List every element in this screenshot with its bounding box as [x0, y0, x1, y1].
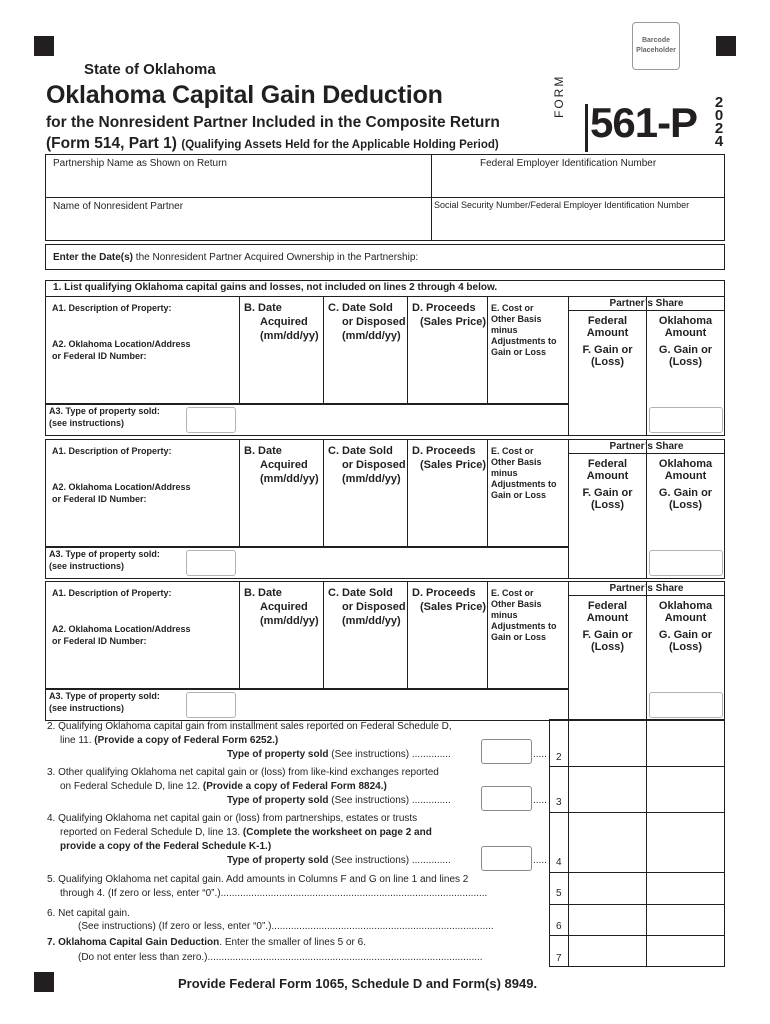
line-4-text-a: 4. Qualifying Oklahoma net capital gain or (loss) from partnerships, estates or trusts: [47, 813, 418, 824]
line-1-label: 1. List qualifying Oklahoma capital gains and losses, not included on lines 2 through 4 below.: [53, 282, 498, 293]
a2-label: A2. Oklahoma Location/Address or Federal ID Number:: [52, 482, 191, 504]
line-3-text-a: 3. Other qualifying Oklahoma net capital gain or (loss) from like-kind exchanges reported: [47, 767, 439, 778]
col-c-header: C. Date Sold or Disposed (mm/dd/yy): [328, 302, 406, 342]
line-3-oklahoma-amount[interactable]: [646, 766, 725, 813]
col-e-header: E. Cost or Other Basis minus Adjustments to Gain or Loss: [491, 303, 557, 357]
line-4-text-b: reported on Federal Schedule D, line 13. (Complete the worksheet on page 2 and: [60, 827, 432, 838]
col-d-header: D. Proceeds (Sales Price): [412, 445, 487, 471]
col-b-header: B. Date Acquired (mm/dd/yy): [244, 587, 319, 627]
line-7-text-a: 7. Oklahoma Capital Gain Deduction. Enter the smaller of lines 5 or 6.: [47, 937, 366, 948]
col-c-header: C. Date Sold or Disposed (mm/dd/yy): [328, 587, 406, 627]
line-6-oklahoma-amount[interactable]: [646, 904, 725, 936]
line-2-text-a: 2. Qualifying Oklahoma capital gain from installment sales reported on Federal Schedule D,: [47, 721, 452, 732]
registration-mark-top-left: [34, 36, 54, 56]
col-b-header: B. Date Acquired (mm/dd/yy): [244, 302, 319, 342]
line-6-text-a: 6. Net capital gain.: [47, 908, 130, 919]
federal-amount-header: Federal Amount F. Gain or (Loss): [582, 458, 633, 511]
tax-year: 2 0 2 4: [714, 94, 724, 150]
line-4-number: 4: [556, 857, 562, 868]
a1-label: A1. Description of Property:: [52, 588, 172, 598]
a2-label: A2. Oklahoma Location/Address or Federal ID Number:: [52, 339, 191, 361]
form-number: 561-P: [590, 99, 698, 146]
line-4-type-label: Type of property sold (See instructions) ..............: [227, 855, 451, 866]
property-2-type-input[interactable]: [186, 550, 236, 576]
line-7-text-b: (Do not enter less than zero.)...................................................................................................: [78, 952, 483, 963]
oklahoma-amount-header: Oklahoma Amount G. Gain or (Loss): [658, 600, 713, 653]
line-4-dots: .....: [533, 855, 547, 866]
col-c-header: C. Date Sold or Disposed (mm/dd/yy): [328, 445, 406, 485]
fein-label: Federal Employer Identification Number: [480, 158, 657, 169]
col-d-header: D. Proceeds (Sales Price): [412, 587, 487, 613]
line-4-federal-amount[interactable]: [568, 812, 647, 873]
form-subtitle: for the Nonresident Partner Included in the Composite Return: [46, 114, 500, 131]
a3-label: A3. Type of property sold: (see instructions): [49, 406, 160, 428]
line-6-number: 6: [556, 921, 562, 932]
line-5-oklahoma-amount[interactable]: [646, 872, 725, 905]
ssn-fein-label: Social Security Number/Federal Employer Identification Number: [434, 200, 690, 210]
line-3-text-b: on Federal Schedule D, line 12. (Provide a copy of Federal Form 8824.): [60, 781, 387, 792]
partners-share-header: Partner’s Share: [609, 583, 684, 594]
barcode-placeholder: Barcode Placeholder: [632, 22, 680, 70]
line-7-federal-amount[interactable]: [568, 935, 647, 967]
line-3-federal-amount[interactable]: [568, 766, 647, 813]
property-1-ok-total-box[interactable]: [649, 407, 723, 433]
partnership-name-label: Partnership Name as Shown on Return: [53, 158, 227, 169]
a2-label: A2. Oklahoma Location/Address or Federal ID Number:: [52, 624, 191, 646]
line-3-type-input[interactable]: [481, 786, 532, 811]
property-3-ok-total-box[interactable]: [649, 692, 723, 718]
line-7-oklahoma-amount[interactable]: [646, 935, 725, 967]
partner-name-label: Name of Nonresident Partner: [53, 201, 184, 212]
line-2-oklahoma-amount[interactable]: [646, 719, 725, 767]
federal-amount-header: Federal Amount F. Gain or (Loss): [582, 315, 633, 368]
line-6-federal-amount[interactable]: [568, 904, 647, 936]
property-1-type-input[interactable]: [186, 407, 236, 433]
line-7-number: 7: [556, 953, 562, 964]
oklahoma-amount-header: Oklahoma Amount G. Gain or (Loss): [658, 458, 713, 511]
line-2-text-b: line 11. (Provide a copy of Federal Form 6252.): [60, 735, 279, 746]
line-4-text-c: provide a copy of the Federal Schedule K-1.): [60, 841, 272, 852]
col-b-header: B. Date Acquired (mm/dd/yy): [244, 445, 319, 485]
property-2-ok-total-box[interactable]: [649, 550, 723, 576]
line-2-type-input[interactable]: [481, 739, 532, 764]
line-6-text-b: (See instructions) (If zero or less, enter “0”.)................................................................................: [78, 921, 494, 932]
a1-label: A1. Description of Property:: [52, 303, 172, 313]
state-label: State of Oklahoma: [84, 61, 216, 78]
line-2-type-label: Type of property sold (See instructions) ..............: [227, 749, 451, 760]
a3-label: A3. Type of property sold: (see instructions): [49, 549, 160, 571]
col-e-header: E. Cost or Other Basis minus Adjustments to Gain or Loss: [491, 588, 557, 642]
partners-share-header: Partner’s Share: [609, 441, 684, 452]
oklahoma-amount-header: Oklahoma Amount G. Gain or (Loss): [658, 315, 713, 368]
a3-label: A3. Type of property sold: (see instructions): [49, 691, 160, 713]
registration-mark-bottom-left: [34, 972, 54, 992]
form-title: Oklahoma Capital Gain Deduction: [46, 81, 443, 109]
col-d-header: D. Proceeds (Sales Price): [412, 302, 487, 328]
col-e-header: E. Cost or Other Basis minus Adjustments to Gain or Loss: [491, 446, 557, 500]
line-5-text-a: 5. Qualifying Oklahoma net capital gain. Add amounts in Columns F and G on line 1 and lines 2: [47, 874, 469, 885]
line-2-number: 2: [556, 752, 562, 763]
partners-share-header: Partner’s Share: [609, 298, 684, 309]
form-subtitle-2: (Form 514, Part 1) (Qualifying Assets Held for the Applicable Holding Period): [46, 135, 499, 152]
line-3-type-label: Type of property sold (See instructions) ..............: [227, 795, 451, 806]
property-3-type-input[interactable]: [186, 692, 236, 718]
line-3-dots: .....: [533, 795, 547, 806]
line-5-number: 5: [556, 888, 562, 899]
line-4-type-input[interactable]: [481, 846, 532, 871]
a1-label: A1. Description of Property:: [52, 446, 172, 456]
line-4-oklahoma-amount[interactable]: [646, 812, 725, 873]
line-3-number: 3: [556, 797, 562, 808]
footer-note: Provide Federal Form 1065, Schedule D and Form(s) 8949.: [178, 976, 538, 991]
registration-mark-top-right: [716, 36, 736, 56]
federal-amount-header: Federal Amount F. Gain or (Loss): [582, 600, 633, 653]
line-5-text-b: through 4. (If zero or less, enter “0”.)................................................................................................: [60, 888, 488, 899]
line-2-dots: .....: [533, 749, 547, 760]
acquisition-dates-label: Enter the Date(s) the Nonresident Partner Acquired Ownership in the Partnership:: [53, 252, 419, 263]
line-2-federal-amount[interactable]: [568, 719, 647, 767]
line-5-federal-amount[interactable]: [568, 872, 647, 905]
